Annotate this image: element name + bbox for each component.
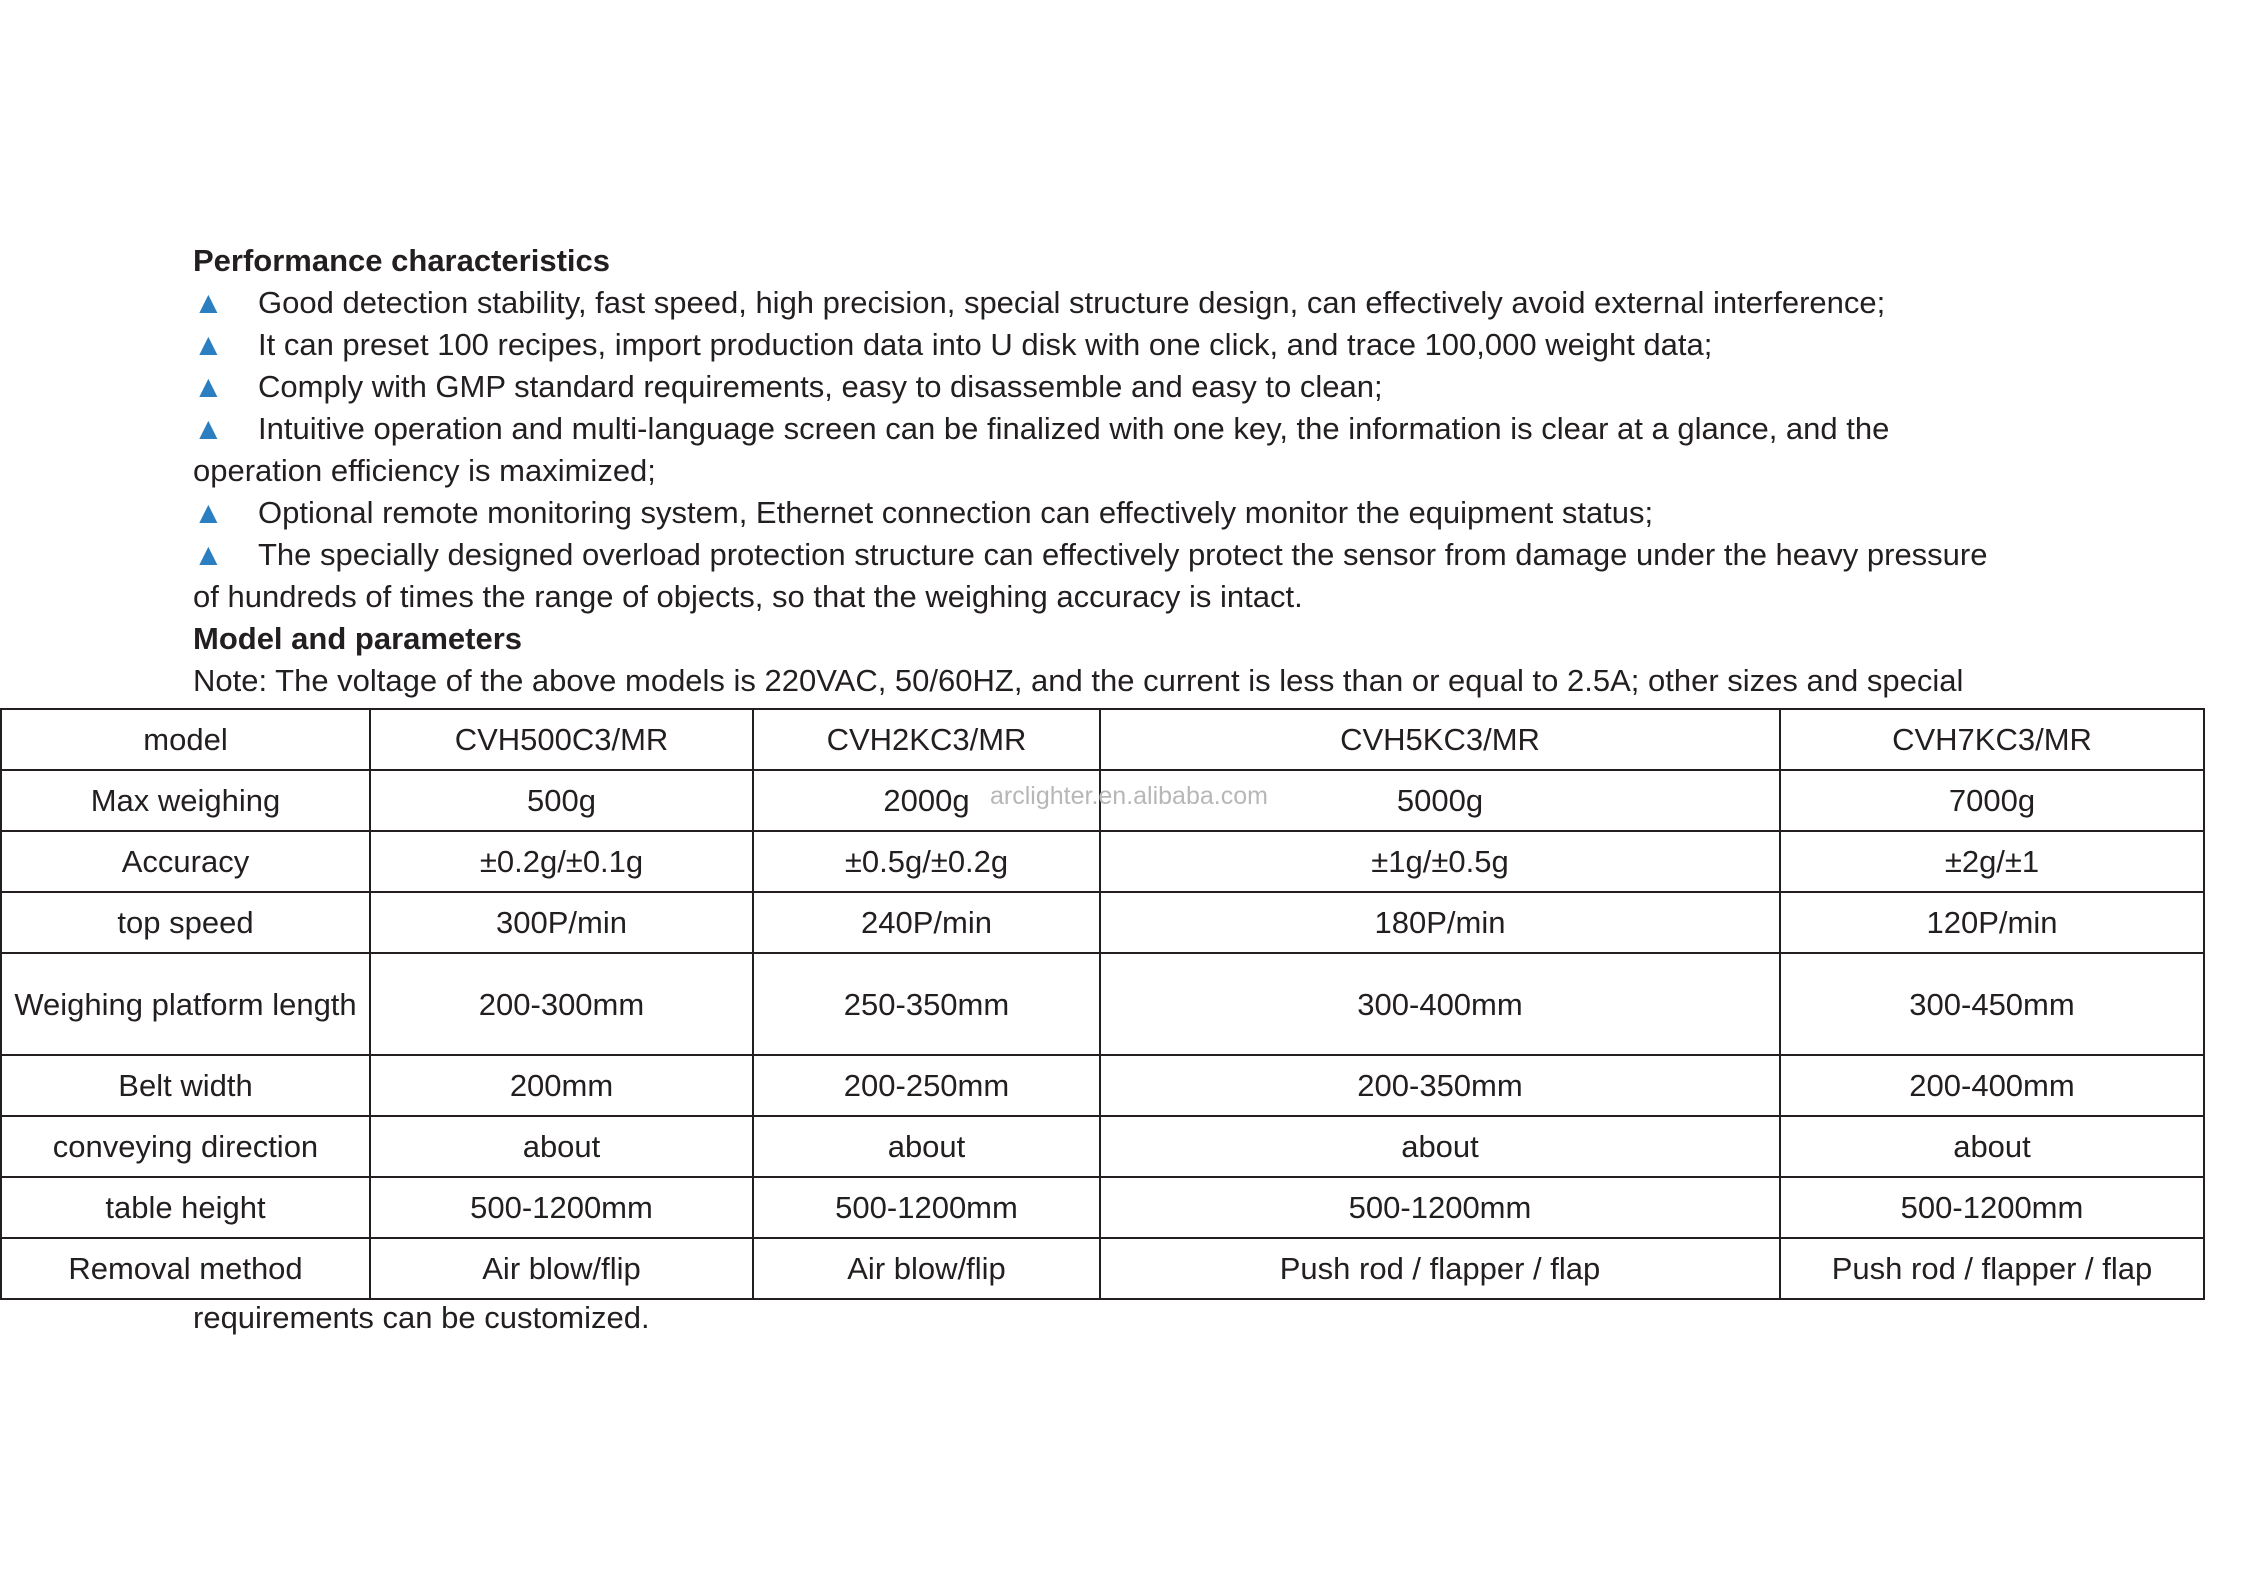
table-cell: 2000g [753,770,1100,831]
table-row [1,1116,2204,1177]
table-cell: about [1780,1116,2204,1177]
table-cell: 500g [370,770,753,831]
performance-item [193,535,1988,575]
table-row-label: Weighing platform length [1,953,370,1055]
table-cell: 7000g [1780,770,2204,831]
performance-item [193,409,1889,449]
table-cell: 120P/min [1780,892,2204,953]
table-cell: 300-450mm [1780,953,2204,1055]
table-cell: about [1100,1116,1780,1177]
note-text: Note: The voltage of the above models is 220VAC, 50/60HZ, and the current is less than or equal to 2.5A; other sizes and special [193,663,1964,698]
table-row [1,1055,2204,1116]
table-cell: 200-350mm [1100,1055,1780,1116]
performance-item-text: The specially designed overload protection structure can effectively protect the sensor from damage under the heavy pressure [258,537,1988,572]
table-cell: Push rod / flapper / flap [1100,1238,1780,1299]
table-cell: 300P/min [370,892,753,953]
table-row-label: top speed [1,892,370,953]
table-row-label: Belt width [1,1055,370,1116]
table-row [1,1238,2204,1299]
triangle-bullet-icon: ▲ [193,369,224,404]
table-cell: 200mm [370,1055,753,1116]
performance-heading: Performance characteristics [193,243,611,278]
table-cell: ±0.2g/±0.1g [370,831,753,892]
table-cell: CVH7KC3/MR [1780,709,2204,770]
watermark: arclighter.en.alibaba.com [990,782,1268,810]
table-cell: ±1g/±0.5g [1100,831,1780,892]
table-row [1,831,2204,892]
table-cell: CVH500C3/MR [370,709,753,770]
table-row [1,709,2204,770]
table-cell: ±2g/±1 [1780,831,2204,892]
performance-item-text: Intuitive operation and multi-language screen can be finalized with one key, the information is clear at a glance, and the [258,411,1890,446]
performance-item-text: It can preset 100 recipes, import production data into U disk with one click, and trace 100,000 weight data; [258,327,1713,362]
table-cell: 250-350mm [753,953,1100,1055]
table-cell: 200-400mm [1780,1055,2204,1116]
table-cell: Air blow/flip [370,1238,753,1299]
triangle-bullet-icon: ▲ [193,537,224,572]
performance-item-continuation: operation efficiency is maximized; [193,453,656,488]
performance-item [193,325,1712,365]
table-cell: 200-250mm [753,1055,1100,1116]
table-row [1,953,2204,1055]
triangle-bullet-icon: ▲ [193,327,224,362]
table-cell: about [370,1116,753,1177]
table-cell: 300-400mm [1100,953,1780,1055]
table-cell: 5000g [1100,770,1780,831]
table-cell: 500-1200mm [1100,1177,1780,1238]
table-cell: 200-300mm [370,953,753,1055]
triangle-bullet-icon: ▲ [193,411,224,446]
performance-item [193,367,1383,407]
performance-item [193,283,1885,323]
table-cell: CVH5KC3/MR [1100,709,1780,770]
table-row-label: Accuracy [1,831,370,892]
triangle-bullet-icon: ▲ [193,285,224,320]
table-cell: CVH2KC3/MR [753,709,1100,770]
table-cell: Push rod / flapper / flap [1780,1238,2204,1299]
performance-item-continuation: of hundreds of times the range of objects, so that the weighing accuracy is intact. [193,579,1303,614]
table-cell: about [753,1116,1100,1177]
performance-item-text: Comply with GMP standard requirements, easy to disassemble and easy to clean; [258,369,1383,404]
performance-item-text: Optional remote monitoring system, Ethernet connection can effectively monitor the equipment status; [258,495,1654,530]
performance-item [193,493,1653,533]
table-cell: 500-1200mm [370,1177,753,1238]
table-row [1,1177,2204,1238]
table-cell: 500-1200mm [753,1177,1100,1238]
table-cell: ±0.5g/±0.2g [753,831,1100,892]
table-row [1,892,2204,953]
table-row-label: model [1,709,370,770]
performance-item-text: Good detection stability, fast speed, high precision, special structure design, can effectively avoid external interference; [258,285,1886,320]
note-text-continuation: requirements can be customized. [193,1300,650,1335]
table-cell: 240P/min [753,892,1100,953]
table-row-label: conveying direction [1,1116,370,1177]
table-row-label: table height [1,1177,370,1238]
table-row-label: Removal method [1,1238,370,1299]
table-cell: 180P/min [1100,892,1780,953]
table-cell: Air blow/flip [753,1238,1100,1299]
table-cell: 500-1200mm [1780,1177,2204,1238]
model-parameters-heading: Model and parameters [193,621,523,656]
table-row-label: Max weighing [1,770,370,831]
triangle-bullet-icon: ▲ [193,495,224,530]
